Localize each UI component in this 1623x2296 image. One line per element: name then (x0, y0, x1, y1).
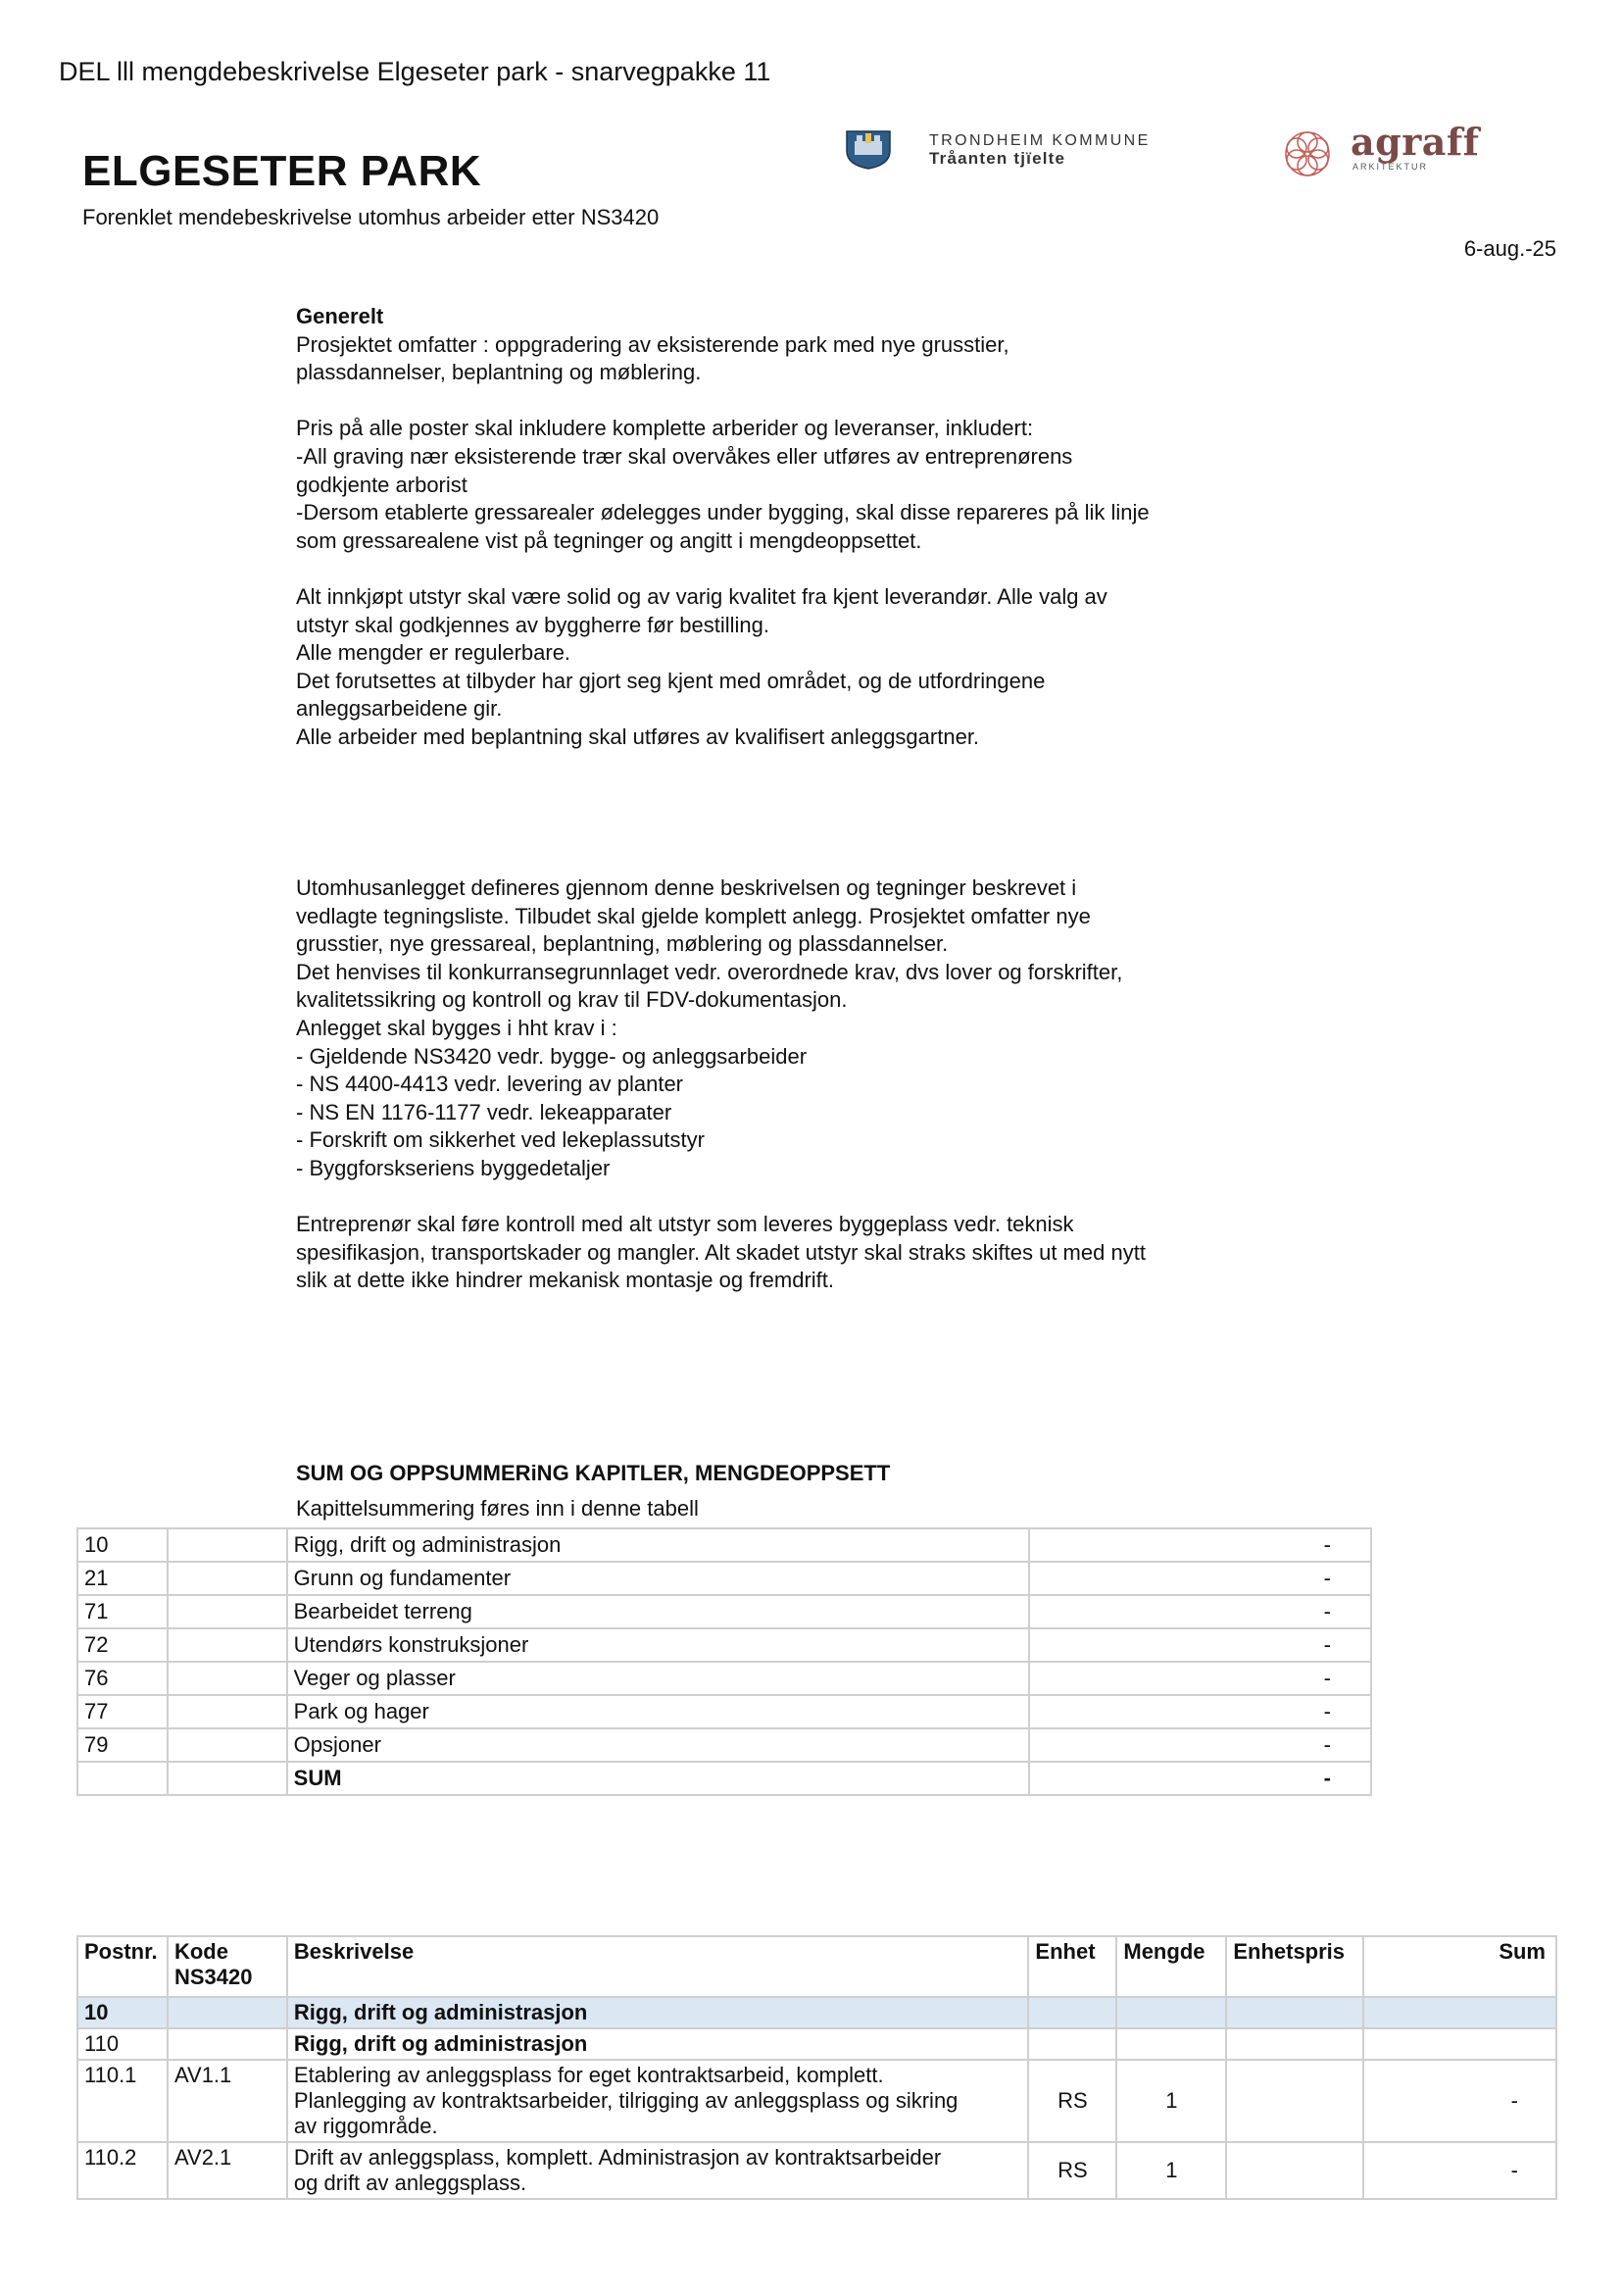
chapter-code: 79 (77, 1728, 168, 1762)
document-header: DEL lll mengdebeskrivelse Elgeseter park - snarvegpakke 11 (59, 57, 771, 86)
chapter-sum: - (1029, 1695, 1371, 1728)
agraff-logo-icon (1274, 129, 1341, 178)
column-header-enhetspris: Enhetspris (1226, 1936, 1363, 1997)
intro-section (296, 303, 1237, 779)
post-description: Etablering av anleggsplass for eget kontraktsarbeid, komplett. Planlegging av kontraktsarbeider, tilrigging av anleggsplass og sikring av riggområde. (287, 2060, 1029, 2142)
total-label: SUM (287, 1762, 1029, 1795)
column-header-mengde: Mengde (1116, 1936, 1226, 1997)
chapter-name: Veger og plasser (287, 1662, 1029, 1695)
column-header-kode: Kode NS3420 (168, 1936, 287, 1997)
table-row (77, 1695, 1371, 1728)
intro-paragraph-3: Alt innkjøpt utstyr skal være solid og av varig kvalitet fra kjent leverandør. Alle valg av utstyr skal godkjennes av byggherre før bestilling. Alle mengder er regulerbare. Det forutsettes at tilbyder har gjort seg kjent med området, og de utfordringene anleggsarbeidene gir. Alle arbeider med beplantning skal utføres av kvalifisert anleggsgartner. (296, 583, 1107, 749)
scope-section (296, 874, 1237, 1323)
intro-paragraph-2: Pris på alle poster skal inkludere komplette arberider og leveranser, inkludert: -All graving nær eksisterende trær skal overvåkes eller utføres av entreprenørens godkjente arborist -Dersom etablerte gressarealer ødelegges under bygging, skal disse repareres på lik linje som gressarealene vist på tegninger og angitt i mengdeoppsettet. (296, 416, 1150, 553)
unit: RS (1028, 2142, 1116, 2199)
total-sum: - (1029, 1762, 1371, 1795)
post-number: 110.1 (77, 2060, 168, 2142)
unit-price[interactable] (1226, 2142, 1363, 2199)
post-description: Drift av anleggsplass, komplett. Administrasjon av kontraktsarbeider og drift av anleggsplass. (287, 2142, 1029, 2199)
chapter-code: 77 (77, 1695, 168, 1728)
subchapter-row: 110 Rigg, drift og administrasjon (77, 2028, 1556, 2060)
ns-code: AV2.1 (168, 2142, 287, 2199)
document-date: 6-aug.-25 (1463, 236, 1556, 261)
column-header-enhet: Enhet (1028, 1936, 1116, 1997)
agraff-wordmark: agraff (1351, 120, 1480, 164)
chapter-code: 71 (77, 1595, 168, 1628)
chapter-code: 76 (77, 1662, 168, 1695)
trondheim-name-sami: Tråanten tjïelte (929, 149, 1066, 168)
column-header-beskrivelse: Beskrivelse (287, 1936, 1029, 1997)
summary-heading: SUM OG OPPSUMMERiNG KAPITLER, MENGDEOPPSETT (296, 1461, 891, 1485)
table-row (77, 1728, 1371, 1762)
row-sum: - (1363, 2060, 1556, 2142)
table-row (77, 1595, 1371, 1628)
summary-subheading: Kapittelsummering føres inn i denne tabell (296, 1496, 699, 1521)
table-row (77, 2142, 1556, 2199)
chapter-code: 10 (77, 1528, 168, 1562)
chapter-summary-table (76, 1527, 1372, 1796)
scope-paragraph-1: Utomhusanlegget defineres gjennom denne beskrivelsen og tegninger beskrevet i vedlagte tegningsliste. Tilbudet skal gjelde komplett anlegg. Prosjektet omfatter nye grusstier, nye gressareal, beplantning, møblering og plassdannelser. Det henvises til konkurransegrunnlaget vedr. overordnede krav, dvs lover og forskrifter, kvalitetssikring og kontroll og krav til FDV-dokumentasjon. Anlegget skal bygges i hht krav i : - Gjeldende NS3420 vedr. bygge- og anleggsarbeider - NS 4400-4413 vedr. levering av planter - NS EN 1176-1177 vedr. lekeapparater - Forskrift om sikkerhet ved lekeplassutstyr - Byggforskseriens byggedetaljer (296, 875, 1123, 1180)
summary-total-row (77, 1762, 1371, 1795)
column-header-sum: Sum (1363, 1936, 1556, 1997)
trondheim-coat-of-arms-icon (843, 127, 894, 171)
ns-code: AV1.1 (168, 2060, 287, 2142)
chapter-name: Park og hager (287, 1695, 1029, 1728)
chapter-code: 72 (77, 1628, 168, 1662)
column-header-postnr: Postnr. (77, 1936, 168, 1997)
post-number: 110.2 (77, 2142, 168, 2199)
chapter-sum: - (1029, 1562, 1371, 1595)
chapter-sum: - (1029, 1662, 1371, 1695)
chapter-code: 21 (77, 1562, 168, 1595)
project-title: ELGESETER PARK (82, 147, 482, 195)
project-subtitle: Forenklet mendebeskrivelse utomhus arbeider etter NS3420 (82, 205, 660, 229)
table-row (77, 1562, 1371, 1595)
quantity: 1 (1116, 2142, 1226, 2199)
intro-paragraph-1: Prosjektet omfatter : oppgradering av eksisterende park med nye grusstier, plassdannelser, beplantning og møblering. (296, 331, 1009, 385)
agraff-subtitle: ARKITEKTUR (1352, 162, 1429, 172)
table-row (77, 2060, 1556, 2142)
table-header-row (77, 1936, 1556, 1997)
unit: RS (1028, 2060, 1116, 2142)
chapter-name: Opsjoner (287, 1728, 1029, 1762)
chapter-sum: - (1029, 1528, 1371, 1562)
chapter-row: 10 Rigg, drift og administrasjon (77, 1997, 1556, 2028)
unit-price[interactable] (1226, 2060, 1363, 2142)
intro-heading: Generelt (296, 304, 384, 328)
table-row (77, 1628, 1371, 1662)
trondheim-name: TRONDHEIM KOMMUNE (929, 132, 1151, 149)
table-row (77, 1662, 1371, 1695)
chapter-sum: - (1029, 1728, 1371, 1762)
chapter-name: Bearbeidet terreng (287, 1595, 1029, 1628)
chapter-name: Utendørs konstruksjoner (287, 1628, 1029, 1662)
chapter-name: Grunn og fundamenter (287, 1562, 1029, 1595)
chapter-sum: - (1029, 1595, 1371, 1628)
scope-paragraph-2: Entreprenør skal føre kontroll med alt utstyr som leveres byggeplass vedr. teknisk spesifikasjon, transportskader og mangler. Alt skadet utstyr skal straks skiftes ut med nytt slik at dette ikke hindrer mekanisk montasje og fremdrift. (296, 1212, 1146, 1293)
chapter-sum: - (1029, 1628, 1371, 1662)
row-sum: - (1363, 2142, 1556, 2199)
quantity-table (76, 1935, 1557, 2200)
table-row (77, 1528, 1371, 1562)
chapter-name: Rigg, drift og administrasjon (287, 1528, 1029, 1562)
quantity: 1 (1116, 2060, 1226, 2142)
